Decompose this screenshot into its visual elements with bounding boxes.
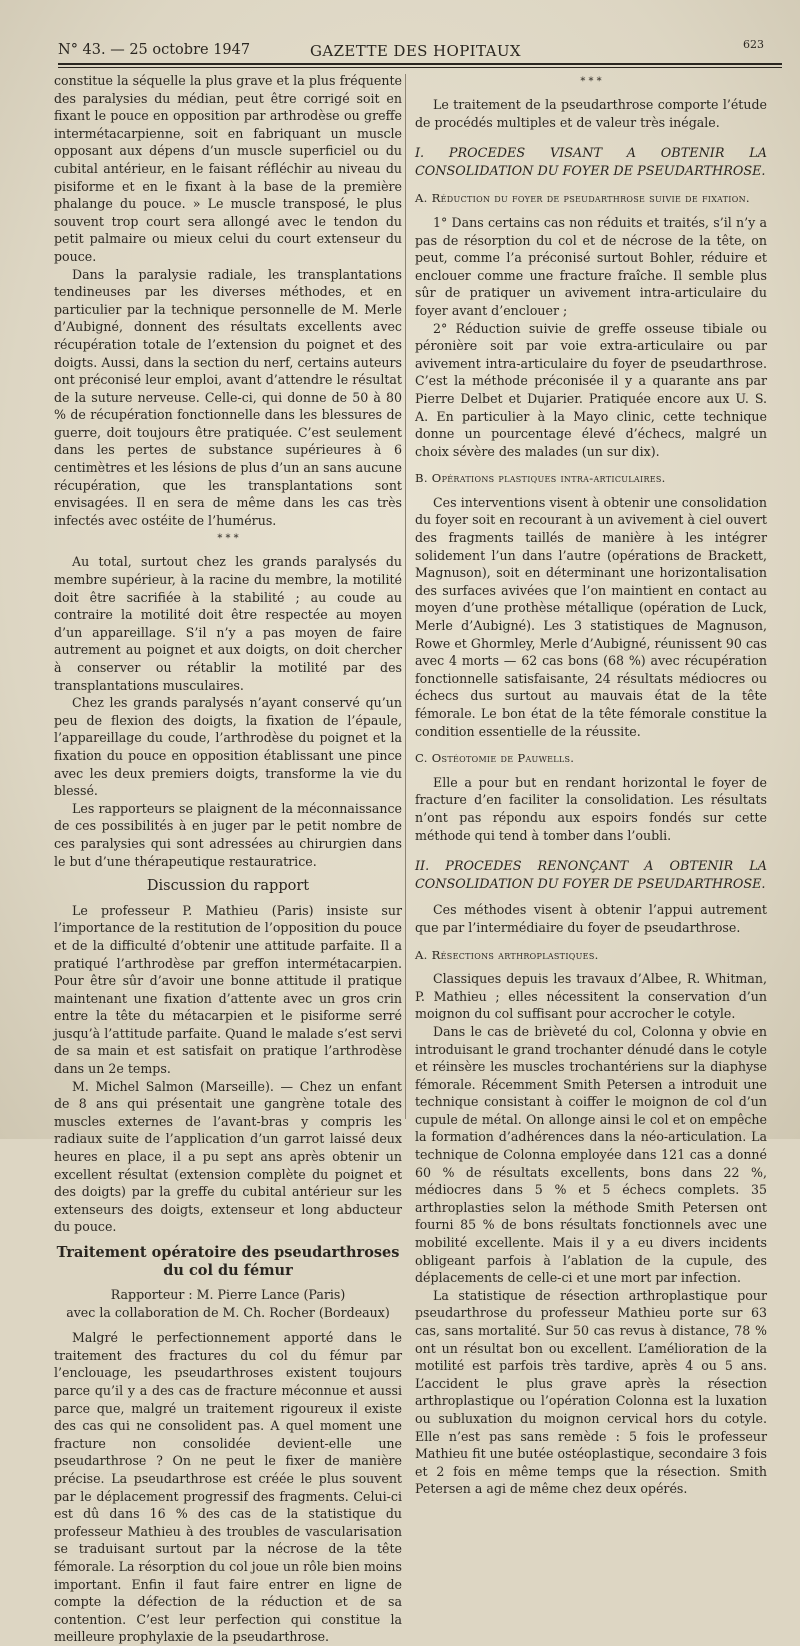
paragraph: M. Michel Salmon (Marseille). — Chez un enfant de 8 ans qui présentait une gangrène totale des muscles externes de l’avant-bras y compris les radiaux suite de l’application d’un garrot laissé deux heures en place, il a pu sept ans après obtenir un excellent résultat (extension complète du poignet et des doigts) par la greffe du cubital antérieur sur les extenseurs des doigts, extenseur et long abducteur du pouce. — [54, 1078, 402, 1235]
paragraph: 2° Réduction suivie de greffe osseuse tibiale ou péronière soit par voie extra-articulaire ou par avivement intra-articulaire du foyer de pseudarthrose. C’est la méthode préconisée il y a quarante ans par Pierre Delbet et Dujarier. Pratiquée encore aux U. S. A. En particulier à la Mayo clinic, cette technique donne un pourcentage élevé d’échecs, malgré un choix sévère des malades (un sur dix). — [415, 320, 767, 459]
section-stars: * * * — [217, 533, 239, 545]
discussion-heading: Discussion du rapport — [146, 878, 310, 895]
issue-number: N° 43. — 25 octobre 1947 — [58, 42, 251, 58]
paragraph: Elle a pour but en rendant horizontal le foyer de fracture d’en faciliter la consolidation. Les résultats n’ont pas répondu aux espoirs fondés sur cette méthode qui tend à tomber dans l’oubli. — [415, 774, 767, 843]
section-stars: * * * — [580, 76, 602, 87]
paragraph: Malgré le perfectionnement apporté dans le traitement des fractures du col du fémur par l’enclouage, les pseudarthroses existent toujours parce qu’il y a des cas de fracture méconnue et aussi parce que, malgré un traitement rigoureux il existe des cas qui ne consolident pas. A quel moment une fracture non consolidée devient-elle une pseudarthrose ? On ne peut le fixer de manière précise. La pseudarthrose est créée le plus souvent par le déplacement progressif des fragments. Celui-ci est dû dans 16 % des cas de la statistique du professeur Mathieu à des troubles de vascularisation se traduisant surtout par la nécrose de la tête fémorale. La résorption du col joue un rôle bien moins important. Enfin il faut faire entrer en ligne de compte la défection de la réduction et de sa contention. C’est leur perfection qui constitue la meilleure prophylaxie de la pseudarthrose. — [54, 1330, 402, 1645]
subsection-heading: B. Opérations plastiques intra-articulaires. — [415, 471, 666, 486]
journal-title: GAZETTE DES HOPITAUX — [310, 42, 521, 60]
right-column — [415, 72, 767, 1497]
subsection-heading: C. Ostéotomie de Pauwells. — [415, 751, 575, 766]
collaboration-line: avec la collaboration de M. Ch. Rocher (Bordeaux) — [66, 1304, 390, 1320]
section-heading: I. PROCEDES VISANT A OBTENIR LA CONSOLIDATION DU FOYER DE PSEUDARTHROSE. — [415, 146, 767, 179]
paragraph: Le traitement de la pseudarthrose comporte l’étude de procédés multiples et de valeur très inégale. — [415, 97, 767, 130]
header-rule — [58, 63, 782, 65]
paragraph: Au total, surtout chez les grands paralysés du membre supérieur, à la racine du membre, la motilité doit être sacrifiée à la stabilité ; au coude au contraire la motilité doit être respectée au moyen d’un appareillage. S’il n’y a pas moyen de faire autrement au poignet et aux doigts, on doit chercher à conserver ou rétablir la motilité par des transplantations musculaires. — [54, 554, 402, 693]
section-heading: II. PROCEDES RENONÇANT A OBTENIR LA CONSOLIDATION DU FOYER DE PSEUDARTHROSE. — [415, 859, 767, 892]
paragraph: 1° Dans certains cas non réduits et traités, s’il n’y a pas de résorption du col et de nécrose de la tête, on peut, comme l’a préconisé surtout Bohler, réduire et enclouer comme une fracture fraîche. Il semble plus sûr de pratiquer un avivement intra-articulaire du foyer avant d’enclouer ; — [415, 214, 767, 318]
paragraph: Dans la paralysie radiale, les transplantations tendineuses par les diverses méthodes, et en particulier par la technique personnelle de M. Merle d’Aubigné, donnent des résultats excellents avec récupération totale de l’extension du poignet et des doigts. Aussi, dans la section du nerf, certains auteurs ont préconisé leur emploi, avant d’attendre le résultat de la suture nerveuse. Celle-ci, qui donne de 50 à 80 % de récupération fonctionnelle dans les blessures de guerre, doit toujours être pratiquée. C’est seulement dans les pertes de substance supérieures à 6 centimètres et les lésions de plus d’un an sans aucune récupération, que les transplantations sont envisagées. Il en sera de même dans les cas très infectés avec ostéite de l’humérus. — [54, 266, 402, 528]
paragraph: Les rapporteurs se plaignent de la méconnaissance de ces possibilités à en juger par le petit nombre de ces paralysies qui sont adressées au chirurgien dans le but d’une thérapeutique restauratrice. — [54, 800, 402, 869]
paragraph: Le professeur P. Mathieu (Paris) insiste sur l’importance de la restitution de l’opposition du pouce et de la difficulté d’obtenir une attitude parfaite. Il a pratiqué l’arthrodèse par greffon intermétacarpien. Pour être sûr d’avoir une bonne attitude il pratique maintenant une fixation d’attente avec un gros crin entre la tête du métacarpien et le pisiforme serré jusqu’à l’attitude parfaite. Quand le malade s’est servi de sa main et est satisfait on pratique l’arthrodèse dans un 2e temps. — [54, 902, 402, 1077]
paragraph: Ces interventions visent à obtenir une consolidation du foyer soit en recourant à un avivement à ciel ouvert des fragments taillés de manière à les intégrer solidement l’un dans l’autre (opérations de Brackett, Magnuson), soit en déterminant une horizontalisation des surfaces avivées que l’on maintient en contact au moyen d’une prothèse métallique (opération de Luck, Merle d’Aubigné). Les 3 statistiques de Magnuson, Rowe et Ghormley, Merle d’Aubigné, réunissent 90 cas avec 4 morts — 62 cas bons (68 %) avec récupération fonctionnelle satisfaisante, 24 résultats médiocres ou échecs dus surtout au mauvais état de la tête fémorale. Le bon état de la tête fémorale constitue la condition essentielle de la réussite. — [415, 494, 767, 739]
paragraph: La statistique de résection arthroplastique pour pseudarthrose du professeur Mathieu porte sur 63 cas, sans mortalité. Sur 50 cas revus à distance, 78 % ont un résultat bon ou excellent. L’amélioration de la motilité est parfois très tardive, après 4 ou 5 ans. L’accident le plus grave après la résection arthroplastique ou l’opération Colonna est la luxation ou subluxation du moignon cervical hors du cotyle. Elle n’est pas sans remède : 5 fois le professeur Mathieu fit une butée ostéoplastique, secondaire 3 fois et 2 fois en même temps que la résection. Smith Petersen a agi de même chez deux opérés. — [415, 1287, 767, 1497]
paragraph: Classiques depuis les travaux d’Albee, R. Whitman, P. Mathieu ; elles nécessitent la conservation d’un moignon du col suffisant pour accrocher le cotyle. — [415, 971, 767, 1022]
rapporteur-line: Rapporteur : M. Pierre Lance (Paris) — [110, 1287, 346, 1302]
paragraph: Chez les grands paralysés n’ayant conservé qu’un peu de flexion des doigts, la fixation de l’épaule, l’appareillage du coude, l’arthrodèse du poignet et la fixation du pouce en opposition établissant une pince avec les deux premiers doigts, transforme la vie du blessé. — [54, 695, 402, 799]
left-column — [54, 72, 402, 1645]
paragraph: Ces méthodes visent à obtenir l’appui autrement que par l’intermédiaire du foyer de pseudarthrose. — [415, 902, 767, 935]
paragraph: constitue la séquelle la plus grave et la plus fréquente des paralysies du médian, peut être corrigé soit en fixant le pouce en opposition par arthrodèse ou greffe intermétacarpienne, soit en fabriquant un muscle opposant aux dépens d’un muscle superficiel ou du cubital antérieur, en le faisant réfléchir au niveau du pisiforme et en le fixant à la base de la première phalange du pouce. » Le muscle transposé, le plus souvent trop court sera allongé avec le tendon du petit palmaire ou mieux celui du court extenseur du pouce. — [54, 73, 402, 264]
header-rule-thin — [58, 67, 782, 68]
subsection-heading: A. Réduction du foyer de pseudarthrose suivie de fixation. — [415, 191, 750, 206]
subsection-heading: A. Résections arthroplastiques. — [415, 947, 599, 962]
paragraph: Dans le cas de brièveté du col, Colonna y obvie en introduisant le grand trochanter dénudé dans le cotyle et réinsère les muscles trochantériens sur la diaphyse fémorale. Récemment Smith Petersen a introduit une technique consistant à coiffer le moignon de col d’un cupule de métal. On allonge ainsi le col et on empêche la formation d’adhérences dans la néo-articulation. La technique de Colonna employée dans 121 cas a donné 60 % de résultats excellents, bons dans 22 %, médiocres dans 5 % et 5 échecs complets. 35 arthroplasties selon la méthode Smith Petersen ont fourni 85 % de bons résultats fonctionnels avec une mobilité excellente. Mais il y a eu divers incidents obligeant parfois à l’ablation de la cupule, des déplacements de celle-ci et une mort par infection. — [415, 1023, 767, 1286]
page-number: 623 — [743, 38, 764, 51]
column-divider — [405, 74, 406, 1119]
traitement-heading: Traitement opératoire des pseudarthroses du col du fémur — [56, 1244, 400, 1279]
